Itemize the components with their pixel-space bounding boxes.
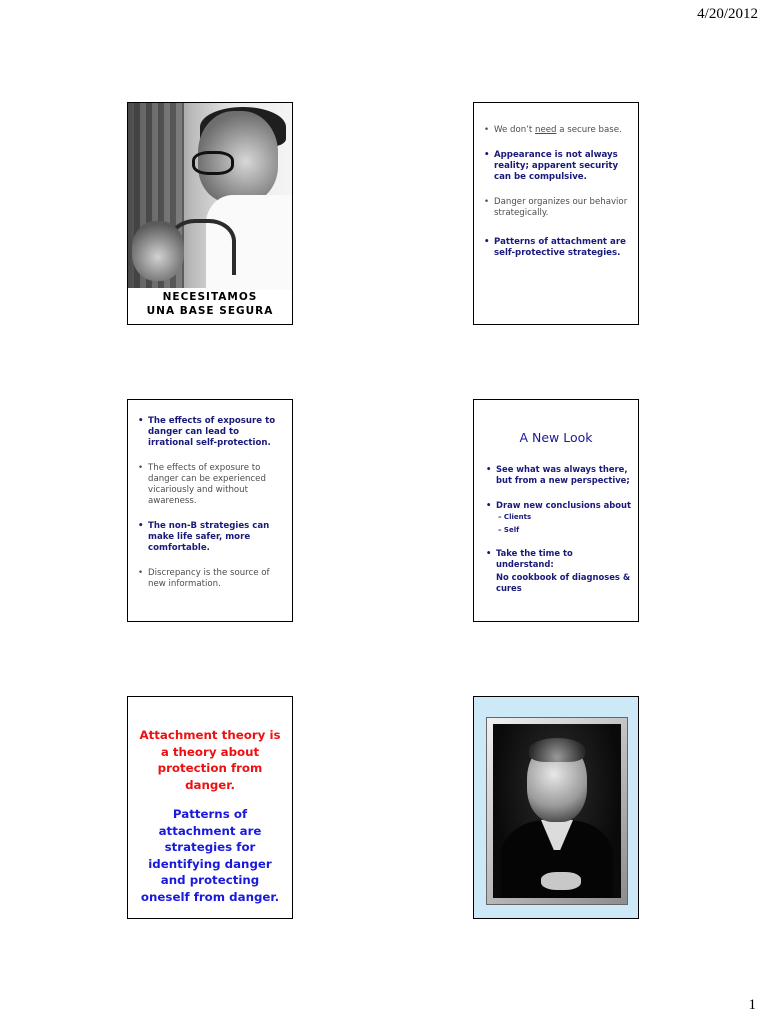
bullet-take-time: • Take the time to understand:: [486, 548, 632, 570]
patterns-attachment-text: Patterns of attachment are strategies for identifying danger and protecting oneself from danger.: [140, 807, 280, 904]
slide-thumbnail-1[interactable]: [127, 102, 293, 325]
slide-thumbnail-6[interactable]: [473, 696, 639, 919]
bullet-non-b-strategies: • The non-B strategies can make life safer, more comfortable.: [138, 521, 284, 554]
slide-4-title: A New Look: [519, 430, 593, 445]
page-number: 1: [748, 997, 756, 1013]
bowlby-portrait-photo: [493, 724, 621, 898]
bullet-discrepancy: • Discrepancy is the source of new information.: [138, 568, 284, 590]
caption-line-2: UNA BASE SEGURA: [146, 305, 274, 317]
bullet-secure-base: • We don’t need a secure base.: [484, 125, 630, 136]
attachment-theory-text: Attachment theory is a theory about protection from danger.: [139, 728, 281, 792]
bullet-danger-organizes: • Danger organizes our behavior strategically.: [484, 197, 630, 219]
slide-thumbnail-5[interactable]: [127, 696, 293, 919]
bullet-patterns: • Patterns of attachment are self-protective strategies.: [484, 237, 630, 259]
caption-line-1: NECESITAMOS: [162, 291, 258, 303]
man-and-child-photo: [128, 103, 292, 288]
bullet-exposure-vicarious: • The effects of exposure to danger can be experienced vicariously and without awareness.: [138, 463, 284, 507]
header-date: 4/20/2012: [697, 6, 758, 22]
sub-bullet-self: – Self: [498, 526, 520, 534]
slide-thumbnail-2[interactable]: [473, 102, 639, 325]
bullet-exposure-irrational: • The effects of exposure to danger can lead to irrational self-protection.: [138, 416, 284, 449]
slide-1-caption: [128, 290, 292, 318]
sub-bullet-clients: – Clients: [498, 513, 532, 521]
portrait-frame: [486, 717, 628, 905]
bullet-see-always: • See what was always there, but from a new perspective;: [486, 464, 632, 486]
slide-thumbnail-3[interactable]: [127, 399, 293, 622]
bullet-appearance: • Appearance is not always reality; apparent security can be compulsive.: [484, 150, 630, 183]
bullet-draw-conclusions: • Draw new conclusions about: [486, 500, 632, 511]
slide-thumbnail-4[interactable]: [473, 399, 639, 622]
bullet-cookbook: No cookbook of diagnoses & cures: [496, 572, 631, 593]
